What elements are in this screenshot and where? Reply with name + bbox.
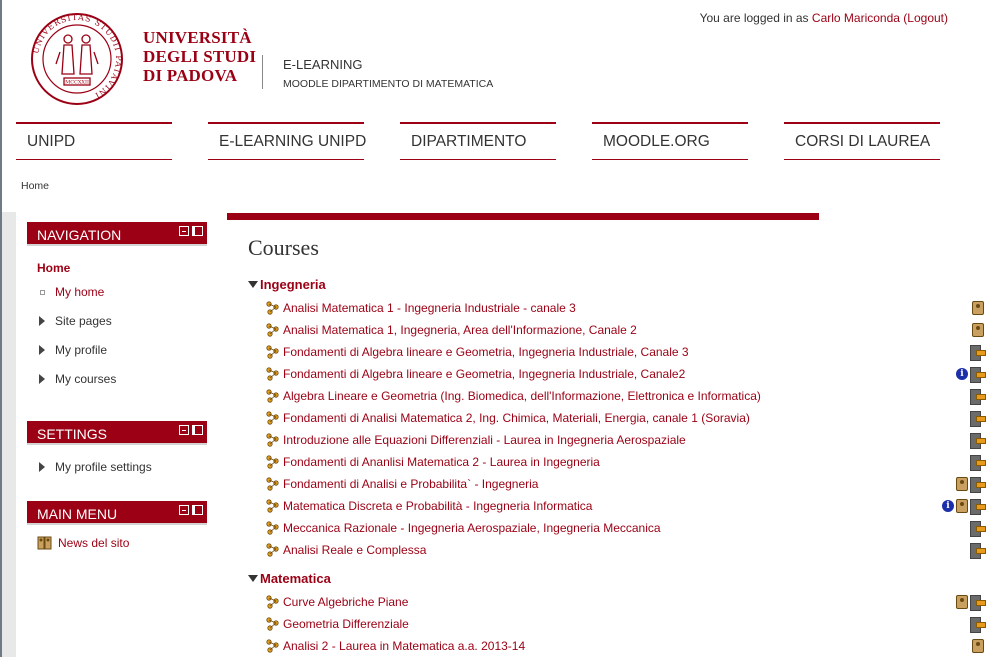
- course-icon: [266, 323, 280, 337]
- course-row[interactable]: [266, 498, 592, 514]
- topnav-moodle-org[interactable]: MOODLE.ORG: [592, 122, 748, 160]
- minimize-icon[interactable]: [179, 425, 189, 435]
- course-row[interactable]: [266, 388, 761, 404]
- course-enrolment-icons: [942, 498, 984, 514]
- course-icon: [266, 389, 280, 403]
- nav-item-my-courses[interactable]: [37, 372, 116, 386]
- expand-arrow-icon[interactable]: [39, 316, 45, 326]
- course-row[interactable]: [266, 410, 750, 426]
- course-enrolment-icons: [956, 476, 984, 492]
- expand-arrow-icon[interactable]: [39, 345, 45, 355]
- navigation-block-title: NAVIGATION: [37, 227, 122, 243]
- course-icon: [266, 639, 280, 653]
- course-enrolment-icons: [972, 322, 984, 338]
- collapse-arrow-icon[interactable]: [248, 281, 258, 288]
- category-heading[interactable]: [248, 571, 331, 586]
- expand-arrow-icon[interactable]: [39, 374, 45, 384]
- site-subtitle: MOODLE DIPARTIMENTO DI MATEMATICA: [283, 78, 494, 90]
- course-icon: [266, 617, 280, 631]
- breadcrumb-home[interactable]: Home: [21, 180, 50, 192]
- course-link[interactable]: Introduzione alle Equazioni Differenziali - Laurea in Ingegneria Aerospaziale: [283, 433, 686, 447]
- self-enrolment-icon: [970, 455, 984, 469]
- course-link[interactable]: Fondamenti di Analisi e Probabilita` - Ingegneria: [283, 477, 539, 491]
- guest-access-icon: [972, 323, 984, 337]
- course-icon: [266, 455, 280, 469]
- course-row[interactable]: [266, 344, 689, 360]
- university-name-line-1: UNIVERSITÀ: [143, 28, 252, 47]
- block-controls: [179, 226, 203, 237]
- course-row[interactable]: [266, 638, 525, 654]
- user-profile-link[interactable]: Carlo Mariconda: [811, 11, 900, 25]
- topnav-corsi-di-laurea[interactable]: CORSI DI LAUREA: [784, 122, 940, 160]
- settings-item-label: My profile settings: [55, 460, 152, 474]
- logout-link[interactable]: (Logout): [903, 11, 948, 25]
- category-name[interactable]: Ingegneria: [260, 277, 326, 292]
- nav-item-label: My courses: [55, 372, 117, 386]
- svg-text:UNIVERSITAS STUDII PATAVINI: UNIVERSITAS STUDII PATAVINI: [31, 12, 124, 101]
- bullet-icon: [40, 290, 45, 295]
- site-title: E-LEARNING: [283, 57, 363, 72]
- header-divider: [262, 55, 263, 89]
- forum-icon: [37, 535, 53, 551]
- course-enrolment-icons: [970, 388, 984, 404]
- self-enrolment-icon: [970, 499, 984, 513]
- collapse-arrow-icon[interactable]: [248, 575, 258, 582]
- category-name[interactable]: Matematica: [260, 571, 331, 586]
- course-link[interactable]: Algebra Lineare e Geometria (Ing. Biomedica, dell'Informazione, Elettronica e Informatica): [283, 389, 761, 403]
- self-enrolment-icon: [970, 477, 984, 491]
- nav-item-label: Site pages: [55, 314, 112, 328]
- self-enrolment-icon: [970, 389, 984, 403]
- course-enrolment-icons: [970, 616, 984, 632]
- svg-text:MCCXXII: MCCXXII: [65, 79, 89, 86]
- topnav-unipd[interactable]: UNIPD: [16, 122, 172, 160]
- course-link[interactable]: Fondamenti di Algebra lineare e Geometria, Ingegneria Industriale, Canale 3: [283, 345, 689, 359]
- course-row[interactable]: [266, 366, 685, 382]
- self-enrolment-icon: [970, 411, 984, 425]
- course-icon: [266, 543, 280, 557]
- course-icon: [266, 521, 280, 535]
- settings-block: [27, 421, 207, 445]
- university-name-line-3: DI PADOVA: [143, 66, 238, 85]
- blocks-column-background: [2, 212, 16, 657]
- login-prefix: You are logged in as: [699, 11, 809, 25]
- course-enrolment-icons: [970, 454, 984, 470]
- course-row[interactable]: [266, 520, 661, 536]
- course-enrolment-icons: [970, 410, 984, 426]
- dock-icon[interactable]: [192, 425, 203, 435]
- guest-access-icon: [972, 639, 984, 653]
- course-link[interactable]: Fondamenti di Ananlisi Matematica 2 - Laurea in Ingegneria: [283, 455, 600, 469]
- nav-item-label: My profile: [55, 343, 108, 357]
- course-link[interactable]: Curve Algebriche Piane: [283, 595, 409, 609]
- dock-icon[interactable]: [192, 505, 203, 515]
- main-menu-item-news[interactable]: [37, 535, 129, 551]
- course-enrolment-icons: [972, 638, 984, 654]
- nav-item-label[interactable]: My home: [55, 285, 105, 299]
- minimize-icon[interactable]: [179, 226, 189, 236]
- course-link[interactable]: Analisi Matematica 1, Ingegneria, Area dell'Informazione, Canale 2: [283, 323, 637, 337]
- course-icon: [266, 433, 280, 447]
- guest-access-icon: [956, 477, 968, 491]
- settings-item-my-profile-settings[interactable]: [37, 460, 152, 474]
- course-row[interactable]: [266, 542, 426, 558]
- guest-access-icon: [972, 301, 984, 315]
- university-name-line-2: DEGLI STUDI: [143, 47, 257, 66]
- university-name: [143, 28, 256, 85]
- nav-home-link[interactable]: Home: [37, 261, 71, 275]
- course-link[interactable]: Matematica Discreta e Probabilità - Ingegneria Informatica: [283, 499, 593, 513]
- nav-item-site-pages[interactable]: [37, 314, 112, 328]
- course-enrolment-icons: [956, 366, 984, 382]
- main-region-accent-bar: [227, 213, 819, 220]
- university-seal-logo[interactable]: [30, 12, 124, 106]
- course-row[interactable]: [266, 476, 538, 492]
- course-row[interactable]: [266, 300, 576, 316]
- self-enrolment-icon: [970, 367, 984, 381]
- minimize-icon[interactable]: [179, 505, 189, 515]
- course-enrolment-icons: [970, 432, 984, 448]
- dock-icon[interactable]: [192, 226, 203, 236]
- main-menu-block-title: MAIN MENU: [37, 506, 118, 522]
- course-row[interactable]: [266, 594, 408, 610]
- login-info: [700, 11, 948, 25]
- course-icon: [266, 477, 280, 491]
- course-link[interactable]: Analisi Reale e Complessa: [283, 543, 427, 557]
- course-row[interactable]: [266, 454, 600, 470]
- nav-item-my-profile[interactable]: [37, 343, 107, 357]
- course-icon: [266, 301, 280, 315]
- course-icon: [266, 367, 280, 381]
- nav-item-my-home[interactable]: [37, 285, 104, 299]
- block-controls: [179, 505, 203, 516]
- course-enrolment-icons: [956, 594, 984, 610]
- course-row[interactable]: [266, 432, 686, 448]
- course-link[interactable]: Geometria Differenziale: [283, 617, 409, 631]
- course-row[interactable]: [266, 616, 409, 632]
- main-menu-block-header: [27, 501, 207, 525]
- course-enrolment-icons: [970, 344, 984, 360]
- course-link[interactable]: Analisi Matematica 1 - Ingegneria Industriale - canale 3: [283, 301, 576, 315]
- self-enrolment-icon: [970, 345, 984, 359]
- self-enrolment-icon: [970, 617, 984, 631]
- guest-access-icon: [956, 595, 968, 609]
- course-enrolment-icons: [972, 300, 984, 316]
- course-icon: [266, 499, 280, 513]
- course-enrolment-icons: [970, 520, 984, 536]
- navigation-block: [27, 222, 207, 246]
- course-icon: [266, 595, 280, 609]
- guest-access-icon: [956, 499, 968, 513]
- topnav-dipartimento[interactable]: DIPARTIMENTO: [400, 122, 556, 160]
- self-enrolment-icon: [970, 521, 984, 535]
- course-icon: [266, 345, 280, 359]
- site-header: [0, 0, 992, 120]
- page-title: Courses: [248, 235, 319, 260]
- navigation-block-header: [27, 222, 207, 246]
- course-link[interactable]: Analisi 2 - Laurea in Matematica a.a. 2013-14: [283, 639, 526, 653]
- course-link[interactable]: Meccanica Razionale - Ingegneria Aerospaziale, Ingegneria Meccanica: [283, 521, 661, 535]
- settings-block-title: SETTINGS: [37, 426, 108, 442]
- course-enrolment-icons: [970, 542, 984, 558]
- settings-block-header: [27, 421, 207, 445]
- course-link[interactable]: Fondamenti di Analisi Matematica 2, Ing. Chimica, Materiali, Energia, canale 1 (Soravia): [283, 411, 750, 425]
- course-icon: [266, 411, 280, 425]
- course-link[interactable]: Fondamenti di Algebra lineare e Geometria, Ingegneria Industriale, Canale2: [283, 367, 686, 381]
- expand-arrow-icon[interactable]: [39, 462, 45, 472]
- category-heading[interactable]: [248, 277, 326, 292]
- self-enrolment-icon: [970, 433, 984, 447]
- main-menu-item-label: News del sito: [58, 536, 130, 550]
- course-row[interactable]: [266, 322, 637, 338]
- main-menu-block: [27, 501, 207, 525]
- top-navigation: [16, 122, 956, 160]
- self-enrolment-icon: [970, 595, 984, 609]
- block-controls: [179, 425, 203, 436]
- topnav-elearning-unipd[interactable]: E-LEARNING UNIPD: [208, 122, 364, 160]
- self-enrolment-icon: [970, 543, 984, 557]
- info-icon[interactable]: i: [942, 500, 954, 512]
- info-icon[interactable]: i: [956, 368, 968, 380]
